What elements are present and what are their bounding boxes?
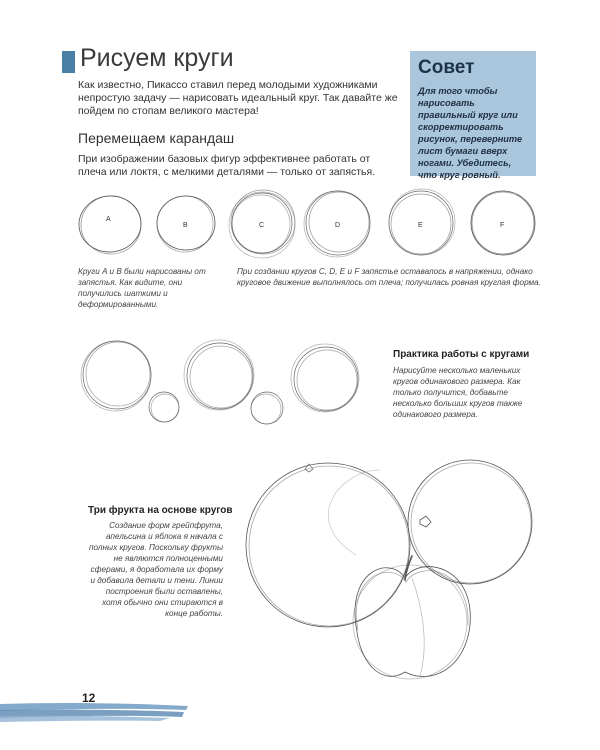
circle-label-b: B [183,222,188,229]
page-number: 12 [82,691,96,705]
circle-label-d: D [335,222,341,229]
practice-circles-sketch [81,340,359,424]
circle-label-a: A [106,216,111,223]
circle-label-f: F [500,222,505,229]
circle-label-c: C [259,222,265,229]
fruits-heading: Три фрукта на основе кругов [88,505,233,516]
intro-text: Как известно, Пикассо ставил перед молодыми художниками непростую задачу — нарисовать идеальный круг. Так давайте же пойдем по стопам великого мастера! [78,79,398,117]
practice-text: Нарисуйте несколько маленьких кругов одинакового размера. Как только получится, добавьте несколько больших кругов также одинакового размера. [393,366,523,419]
fruits-text: Создание форм грейпфрута, апельсина и яблока я начала с полных кругов. Поскольку фрукты не являются полноценными сферами, я доработала их форму и добавила детали и тени. Линии построения были оставлены, хотя обычно они стираются в конце работы. [89,521,223,618]
tip-title: Совет [418,57,475,78]
circle-labels [106,216,504,229]
section-subtitle: Перемещаем карандаш [78,130,235,146]
circle-label-e: E [418,222,423,229]
circle-a-sketch [76,193,144,255]
caption-circles-cdef: При создании кругов C, D, E и F запястье оставалось в напряжении, однако круговое движение выполнялось от плеча; получилась ровная круглая форма. [237,267,541,287]
section-paragraph: При изображении базовых фигур эффективнее работать от плеча или локтя, с мелкими деталями — только от запястья. [78,153,376,178]
page-title: Рисуем круги [80,44,234,72]
tip-text: Для того чтобы нарисовать правильный круг или скорректировать рисунок, переверните лист бумаги вверх ногами. Убедитесь, что круг ровный. [418,86,523,180]
fruits-sketch [246,460,532,679]
caption-circles-ab: Круги A и B были нарисованы от запястья. Как видите, они получились шаткими и деформированными. [78,267,206,309]
practice-heading: Практика работы с кругами [393,349,530,360]
